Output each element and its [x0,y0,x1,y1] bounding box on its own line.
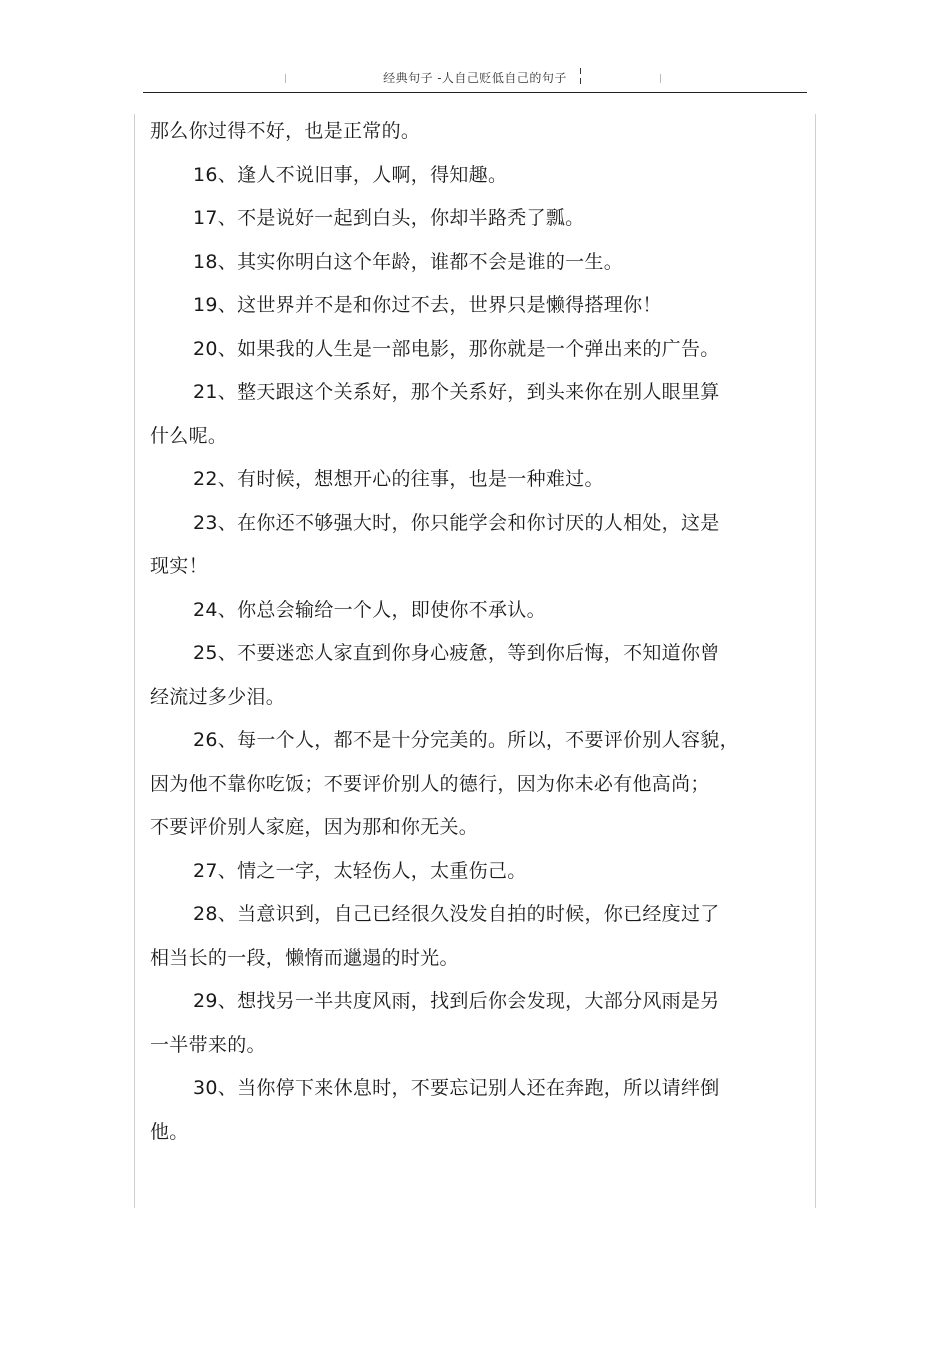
text-line: 他。 [150,1120,189,1143]
page-header [143,64,807,93]
text-line: 不要评价别人家庭，因为那和你无关。 [150,816,479,838]
header-tick-right [660,74,661,83]
text-line: 18、其实你明白这个年龄，谁都不会是谁的一生。 [193,250,624,273]
text-line: 30、当你停下来休息时，不要忘记别人还在奔跑，所以请绊倒 [193,1077,720,1099]
text-line: 一半带来的。 [150,1033,266,1056]
header-title: 经典句子 -人自己贬低自己的句子 [383,71,567,85]
text-line: 16、逢人不说旧事，人啊，得知趣。 [193,163,508,186]
text-line: 28、当意识到，自己已经很久没发自拍的时候，你已经度过了 [193,903,720,925]
text-line: 24、你总会输给一个人，即使你不承认。 [193,598,546,621]
document-body [150,110,765,1154]
text-line: 27、情之一字，太轻伤人，太重伤己。 [193,859,527,882]
text-line: 29、想找另一半共度风雨，找到后你会发现，大部分风雨是另 [193,990,720,1012]
text-line: 现实！ [150,555,208,577]
text-line: 什么呢。 [150,424,228,447]
text-line: 21、整天跟这个关系好，那个关系好，到头来你在别人眼里算 [193,381,720,403]
text-line: 17、不是说好一起到白头，你却半路秃了瓢。 [193,207,585,229]
text-line: 因为他不靠你吃饭；不要评价别人的德行，因为你未必有他高尚； [150,772,710,795]
text-line: 19、这世界并不是和你过不去，世界只是懒得搭理你！ [193,294,662,316]
page-border-right [815,114,816,1208]
text-line: 20、如果我的人生是一部电影，那你就是一个弹出来的广告。 [193,337,720,360]
text-line: 26、每一个人，都不是十分完美的。所以，不要评价别人容貌， [193,729,739,751]
text-line: 那么你过得不好，也是正常的。 [150,120,421,142]
header-tick-mid-bottom [580,78,581,84]
page-border-left [134,114,135,1208]
text-line: 25、不要迷恋人家直到你身心疲惫，等到你后悔，不知道你曾 [193,642,720,664]
text-line: 23、在你还不够强大时，你只能学会和你讨厌的人相处，这是 [193,511,720,534]
header-tick-mid-top [580,68,581,74]
text-line: 相当长的一段，懒惰而邋遢的时光。 [150,946,459,969]
text-line: 经流过多少泪。 [150,685,286,708]
text-line: 22、有时候，想想开心的往事，也是一种难过。 [193,468,604,490]
